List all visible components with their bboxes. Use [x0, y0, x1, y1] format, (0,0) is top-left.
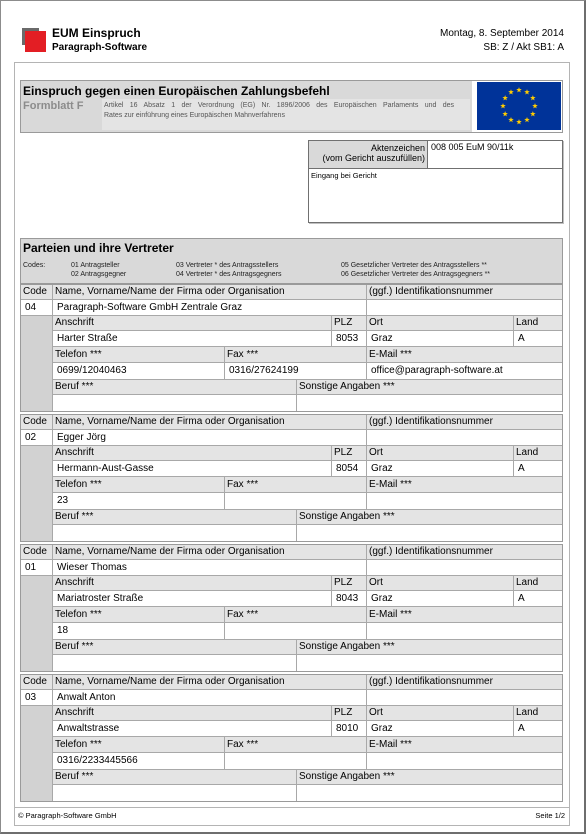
- code-column-filler: [21, 316, 53, 411]
- label-email: E-Mail ***: [367, 607, 562, 623]
- label-country: Land: [514, 316, 562, 331]
- label-name: Name, Vorname/Name der Firma oder Organisation: [53, 285, 367, 300]
- code-legend-item: 05 Gesetzlicher Vertreter des Antragsstellers **: [341, 262, 487, 269]
- label-name: Name, Vorname/Name der Firma oder Organisation: [53, 675, 367, 690]
- party-zip-value: 8010: [332, 721, 367, 737]
- party-country-value: A: [514, 461, 562, 477]
- label-phone: Telefon ***: [53, 477, 225, 493]
- code-legend-item: 04 Vertreter * des Antragsgegners: [176, 271, 282, 278]
- party-occupation-value: [53, 785, 297, 801]
- label-phone: Telefon ***: [53, 607, 225, 623]
- party-entry: [20, 544, 563, 672]
- footer-divider: [14, 807, 570, 808]
- party-fax-value: 0316/27624199: [225, 363, 367, 380]
- label-address: Anschrift: [53, 446, 332, 461]
- party-country-value: A: [514, 721, 562, 737]
- label-code: Code: [21, 415, 53, 430]
- party-fax-value: [225, 623, 367, 640]
- case-number-label-text: Aktenzeichen: [370, 143, 425, 153]
- form-title: Einspruch gegen einen Europäischen Zahlungsbefehl: [23, 84, 330, 98]
- label-zip: PLZ: [332, 576, 367, 591]
- label-id-number: (ggf.) Identifikationsnummer: [367, 675, 562, 690]
- party-name-value: Wieser Thomas: [53, 560, 367, 576]
- party-occupation-value: [53, 525, 297, 541]
- party-id-number-value: [367, 690, 562, 706]
- party-entry: [20, 414, 563, 542]
- party-address-value: Anwaltstrasse: [53, 721, 332, 737]
- party-code-value: 02: [21, 430, 53, 446]
- parties-section-header: [20, 238, 563, 284]
- label-other: Sonstige Angaben ***: [297, 510, 562, 525]
- party-name-value: Paragraph-Software GmbH Zentrale Graz: [53, 300, 367, 316]
- legal-basis-line: Artikel 16 Absatz 1 der Verordnung (EG) Nr. 1896/2006 des Europäischen Parlaments und des: [104, 102, 454, 109]
- label-fax: Fax ***: [225, 607, 367, 623]
- label-fax: Fax ***: [225, 737, 367, 753]
- party-name-value: Egger Jörg: [53, 430, 367, 446]
- label-id-number: (ggf.) Identifikationsnummer: [367, 285, 562, 300]
- party-occupation-value: [53, 655, 297, 671]
- label-country: Land: [514, 446, 562, 461]
- label-phone: Telefon ***: [53, 347, 225, 363]
- label-phone: Telefon ***: [53, 737, 225, 753]
- label-fax: Fax ***: [225, 477, 367, 493]
- party-other-value: [297, 655, 562, 671]
- party-entry: [20, 284, 563, 412]
- party-fax-value: [225, 493, 367, 510]
- label-country: Land: [514, 576, 562, 591]
- footer-copyright: © Paragraph-Software GmbH: [18, 811, 117, 820]
- party-zip-value: 8054: [332, 461, 367, 477]
- label-name: Name, Vorname/Name der Firma oder Organisation: [53, 545, 367, 560]
- party-address-value: Hermann-Aust-Gasse: [53, 461, 332, 477]
- label-email: E-Mail ***: [367, 477, 562, 493]
- label-other: Sonstige Angaben ***: [297, 380, 562, 395]
- form-name: Formblatt F: [23, 100, 84, 112]
- form-title-background: [21, 81, 472, 132]
- party-fax-value: [225, 753, 367, 770]
- eu-flag-icon: [477, 82, 561, 130]
- label-occupation: Beruf ***: [53, 510, 297, 525]
- court-receipt-label: Eingang bei Gericht: [311, 171, 377, 180]
- party-city-value: Graz: [367, 591, 514, 607]
- label-city: Ort: [367, 316, 514, 331]
- case-number-label: [309, 141, 428, 169]
- app-title: EUM Einspruch: [52, 26, 141, 40]
- label-code: Code: [21, 675, 53, 690]
- party-email-value: office@paragraph-software.at: [367, 363, 562, 380]
- party-email-value: [367, 753, 562, 770]
- label-country: Land: [514, 706, 562, 721]
- party-country-value: A: [514, 331, 562, 347]
- party-code-value: 04: [21, 300, 53, 316]
- label-email: E-Mail ***: [367, 347, 562, 363]
- party-other-value: [297, 525, 562, 541]
- party-occupation-value: [53, 395, 297, 411]
- label-zip: PLZ: [332, 706, 367, 721]
- case-number-value: 008 005 EuM 90/11k: [428, 141, 562, 169]
- party-id-number-value: [367, 300, 562, 316]
- label-address: Anschrift: [53, 316, 332, 331]
- party-zip-value: 8053: [332, 331, 367, 347]
- label-occupation: Beruf ***: [53, 770, 297, 785]
- party-other-value: [297, 785, 562, 801]
- party-id-number-value: [367, 560, 562, 576]
- party-other-value: [297, 395, 562, 411]
- party-phone-value: 23: [53, 493, 225, 510]
- app-vendor: Paragraph-Software: [52, 42, 148, 53]
- party-phone-value: 0316/2233445566: [53, 753, 225, 770]
- code-column-filler: [21, 576, 53, 671]
- print-date: Montag, 8. September 2014: [440, 28, 564, 39]
- code-legend-item: 03 Vertreter * des Antragsstellers: [176, 262, 279, 269]
- party-zip-value: 8043: [332, 591, 367, 607]
- label-other: Sonstige Angaben ***: [297, 640, 562, 655]
- form-title-box: [20, 80, 563, 133]
- label-city: Ort: [367, 576, 514, 591]
- label-id-number: (ggf.) Identifikationsnummer: [367, 415, 562, 430]
- party-city-value: Graz: [367, 331, 514, 347]
- party-country-value: A: [514, 591, 562, 607]
- paragraph-logo-icon-front: [25, 31, 46, 52]
- label-city: Ort: [367, 446, 514, 461]
- label-name: Name, Vorname/Name der Firma oder Organisation: [53, 415, 367, 430]
- label-occupation: Beruf ***: [53, 640, 297, 655]
- code-column-filler: [21, 446, 53, 541]
- party-name-value: Anwalt Anton: [53, 690, 367, 706]
- label-code: Code: [21, 285, 53, 300]
- label-code: Code: [21, 545, 53, 560]
- party-email-value: [367, 493, 562, 510]
- code-legend-item: 02 Antragsgegner: [71, 271, 127, 278]
- case-number-sublabel: (vom Gericht auszufüllen): [322, 153, 425, 163]
- label-id-number: (ggf.) Identifikationsnummer: [367, 545, 562, 560]
- party-address-value: Mariatroster Straße: [53, 591, 332, 607]
- label-other: Sonstige Angaben ***: [297, 770, 562, 785]
- label-city: Ort: [367, 706, 514, 721]
- court-reference-box: [308, 140, 563, 223]
- label-address: Anschrift: [53, 706, 332, 721]
- label-occupation: Beruf ***: [53, 380, 297, 395]
- party-entry: [20, 674, 563, 802]
- label-email: E-Mail ***: [367, 737, 562, 753]
- party-phone-value: 18: [53, 623, 225, 640]
- legal-basis: [102, 99, 470, 130]
- label-zip: PLZ: [332, 316, 367, 331]
- parties-title: Parteien und ihre Vertreter: [23, 241, 174, 255]
- code-legend-item: 01 Antragsteller: [71, 262, 120, 269]
- party-city-value: Graz: [367, 721, 514, 737]
- party-code-value: 03: [21, 690, 53, 706]
- party-phone-value: 0699/12040463: [53, 363, 225, 380]
- party-id-number-value: [367, 430, 562, 446]
- party-city-value: Graz: [367, 461, 514, 477]
- code-legend-item: 06 Gesetzlicher Vertreter des Antragsgegners **: [341, 271, 491, 278]
- label-address: Anschrift: [53, 576, 332, 591]
- party-code-value: 01: [21, 560, 53, 576]
- code-column-filler: [21, 706, 53, 801]
- legal-basis-line: Rates zur einführung eines Europäischen Mahnverfahrens: [104, 112, 285, 119]
- party-address-value: Harter Straße: [53, 331, 332, 347]
- codes-label: Codes:: [23, 262, 46, 269]
- file-reference: SB: Z / Akt SB1: A: [483, 42, 564, 53]
- footer-page-number: Seite 1/2: [535, 811, 565, 820]
- party-email-value: [367, 623, 562, 640]
- label-zip: PLZ: [332, 446, 367, 461]
- label-fax: Fax ***: [225, 347, 367, 363]
